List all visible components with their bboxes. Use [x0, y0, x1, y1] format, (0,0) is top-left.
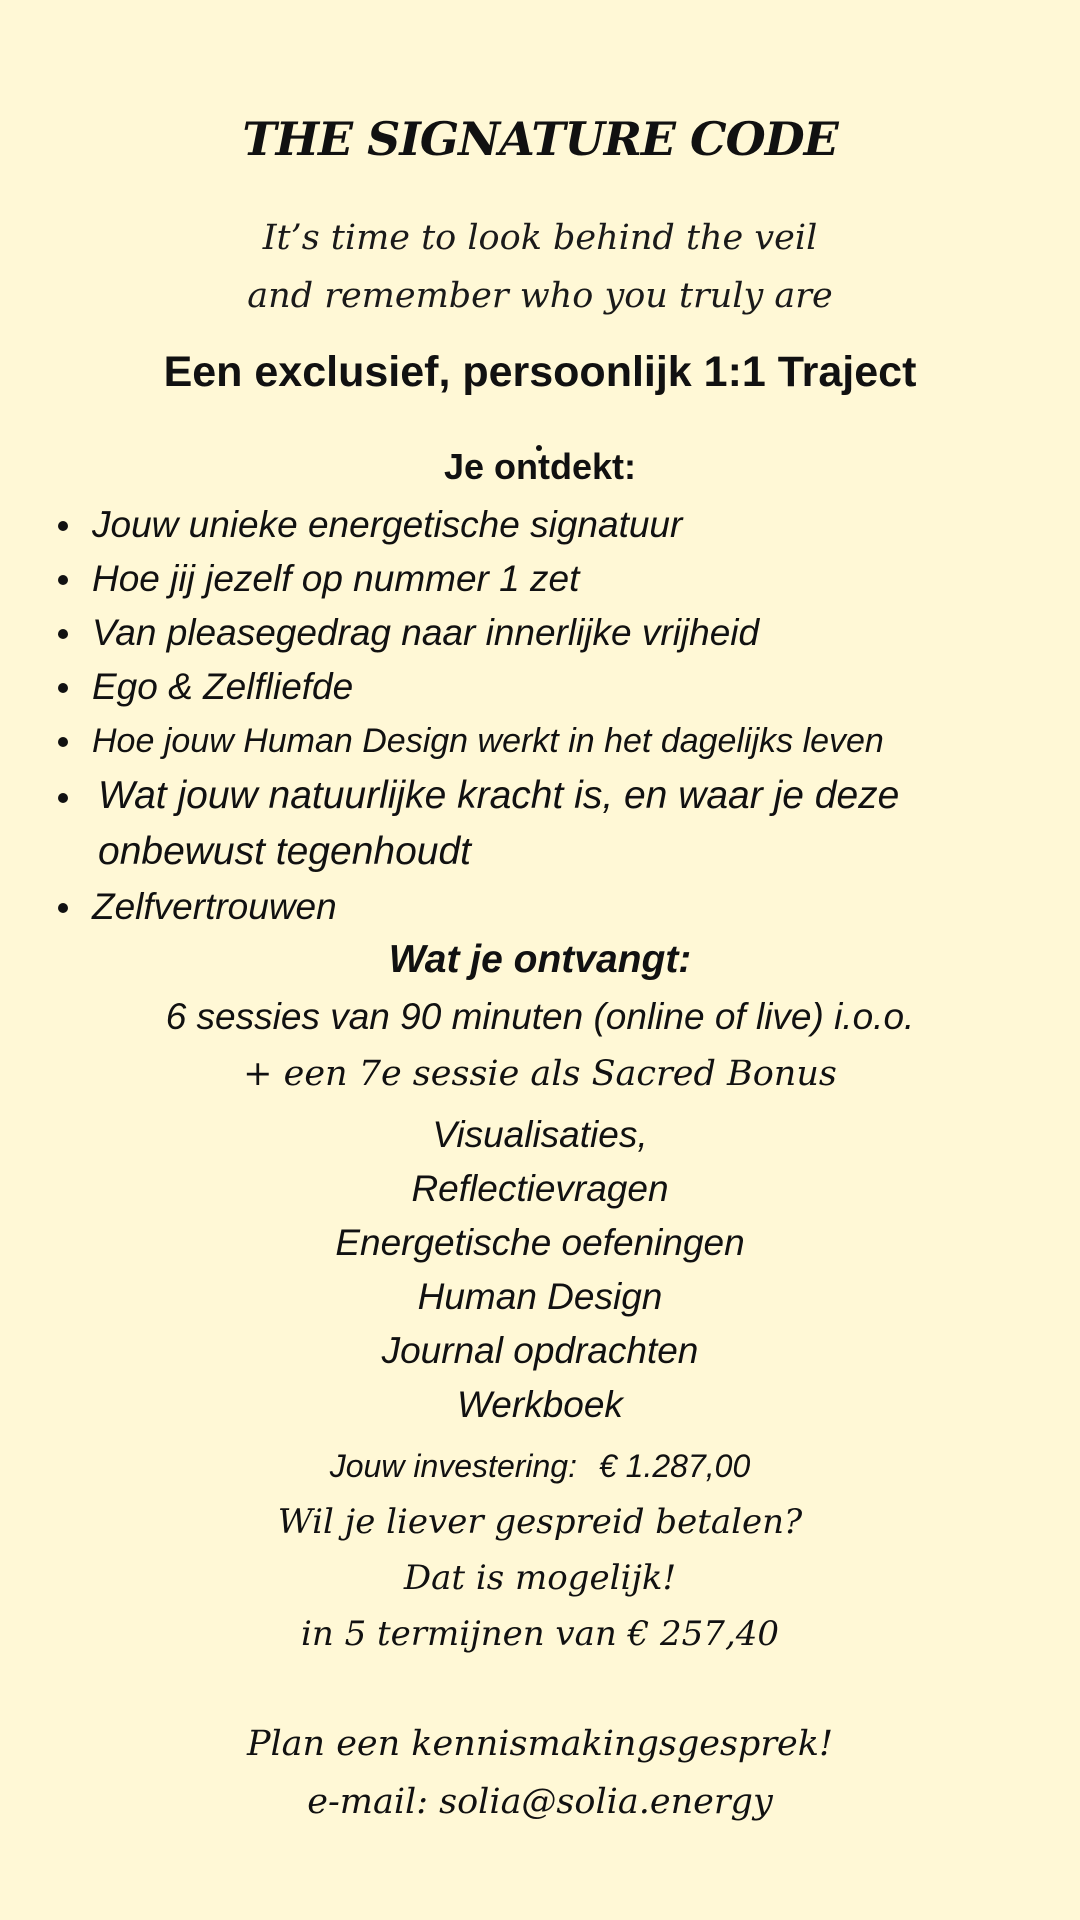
tagline-line-2: and remember who you truly are [247, 276, 833, 316]
list-item: Van pleasegedrag naar innerlijke vrijheid [56, 606, 1056, 660]
sessions-text: 6 sessies van 90 minuten (online of live) i.o.o. [165, 996, 915, 1037]
list-item: Wat jouw natuurlijke kracht is, en waar je deze onbewust tegenhoudt [56, 768, 1056, 880]
contact-email[interactable]: e-mail: solia@solia.energy [307, 1782, 773, 1822]
bullet-icon [58, 793, 68, 803]
investment-amount: € 1.287,00 [598, 1448, 751, 1484]
list-item: Ego & Zelfliefde [56, 660, 1056, 714]
bullet-icon [58, 683, 68, 693]
contact-cta: Plan een kennismakingsgesprek! [246, 1724, 834, 1764]
subtitle: Een exclusief, persoonlijk 1:1 Traject [163, 348, 917, 396]
receive-list [0, 1108, 1080, 1432]
bullet-icon [58, 737, 68, 747]
installment-question: Wil je liever gespreid betalen? [277, 1502, 803, 1542]
list-item: Jouw unieke energetische signatuur [56, 498, 1056, 552]
discover-heading: Je ontdekt: [443, 446, 637, 487]
discover-list [56, 498, 1056, 934]
list-item: Journal opdrachten [381, 1330, 699, 1371]
bullet-icon [58, 521, 68, 531]
bonus-text: + een 7e sessie als Sacred Bonus [243, 1054, 837, 1094]
bullet-icon [58, 629, 68, 639]
investment-line [0, 1448, 1080, 1485]
list-item: Reflectievragen [411, 1168, 669, 1209]
list-item: Zelfvertrouwen [56, 880, 1056, 934]
tagline-line-1: It’s time to look behind the veil [262, 218, 818, 258]
list-item: Hoe jouw Human Design werkt in het dagelijks leven [56, 714, 1056, 768]
list-item: Human Design [417, 1276, 663, 1317]
investment-label: Jouw investering: [329, 1448, 577, 1484]
receive-heading: Wat je ontvangt: [388, 938, 692, 981]
page-title: THE SIGNATURE CODE [242, 112, 838, 166]
list-item: Werkboek [457, 1384, 623, 1425]
installment-possible: Dat is mogelijk! [403, 1558, 677, 1598]
installment-terms: in 5 termijnen van € 257,40 [300, 1614, 780, 1654]
list-item: Visualisaties, [432, 1114, 648, 1155]
bullet-icon [58, 903, 68, 913]
bullet-icon [58, 575, 68, 585]
list-item: Energetische oefeningen [335, 1222, 745, 1263]
list-item: Hoe jij jezelf op nummer 1 zet [56, 552, 1056, 606]
